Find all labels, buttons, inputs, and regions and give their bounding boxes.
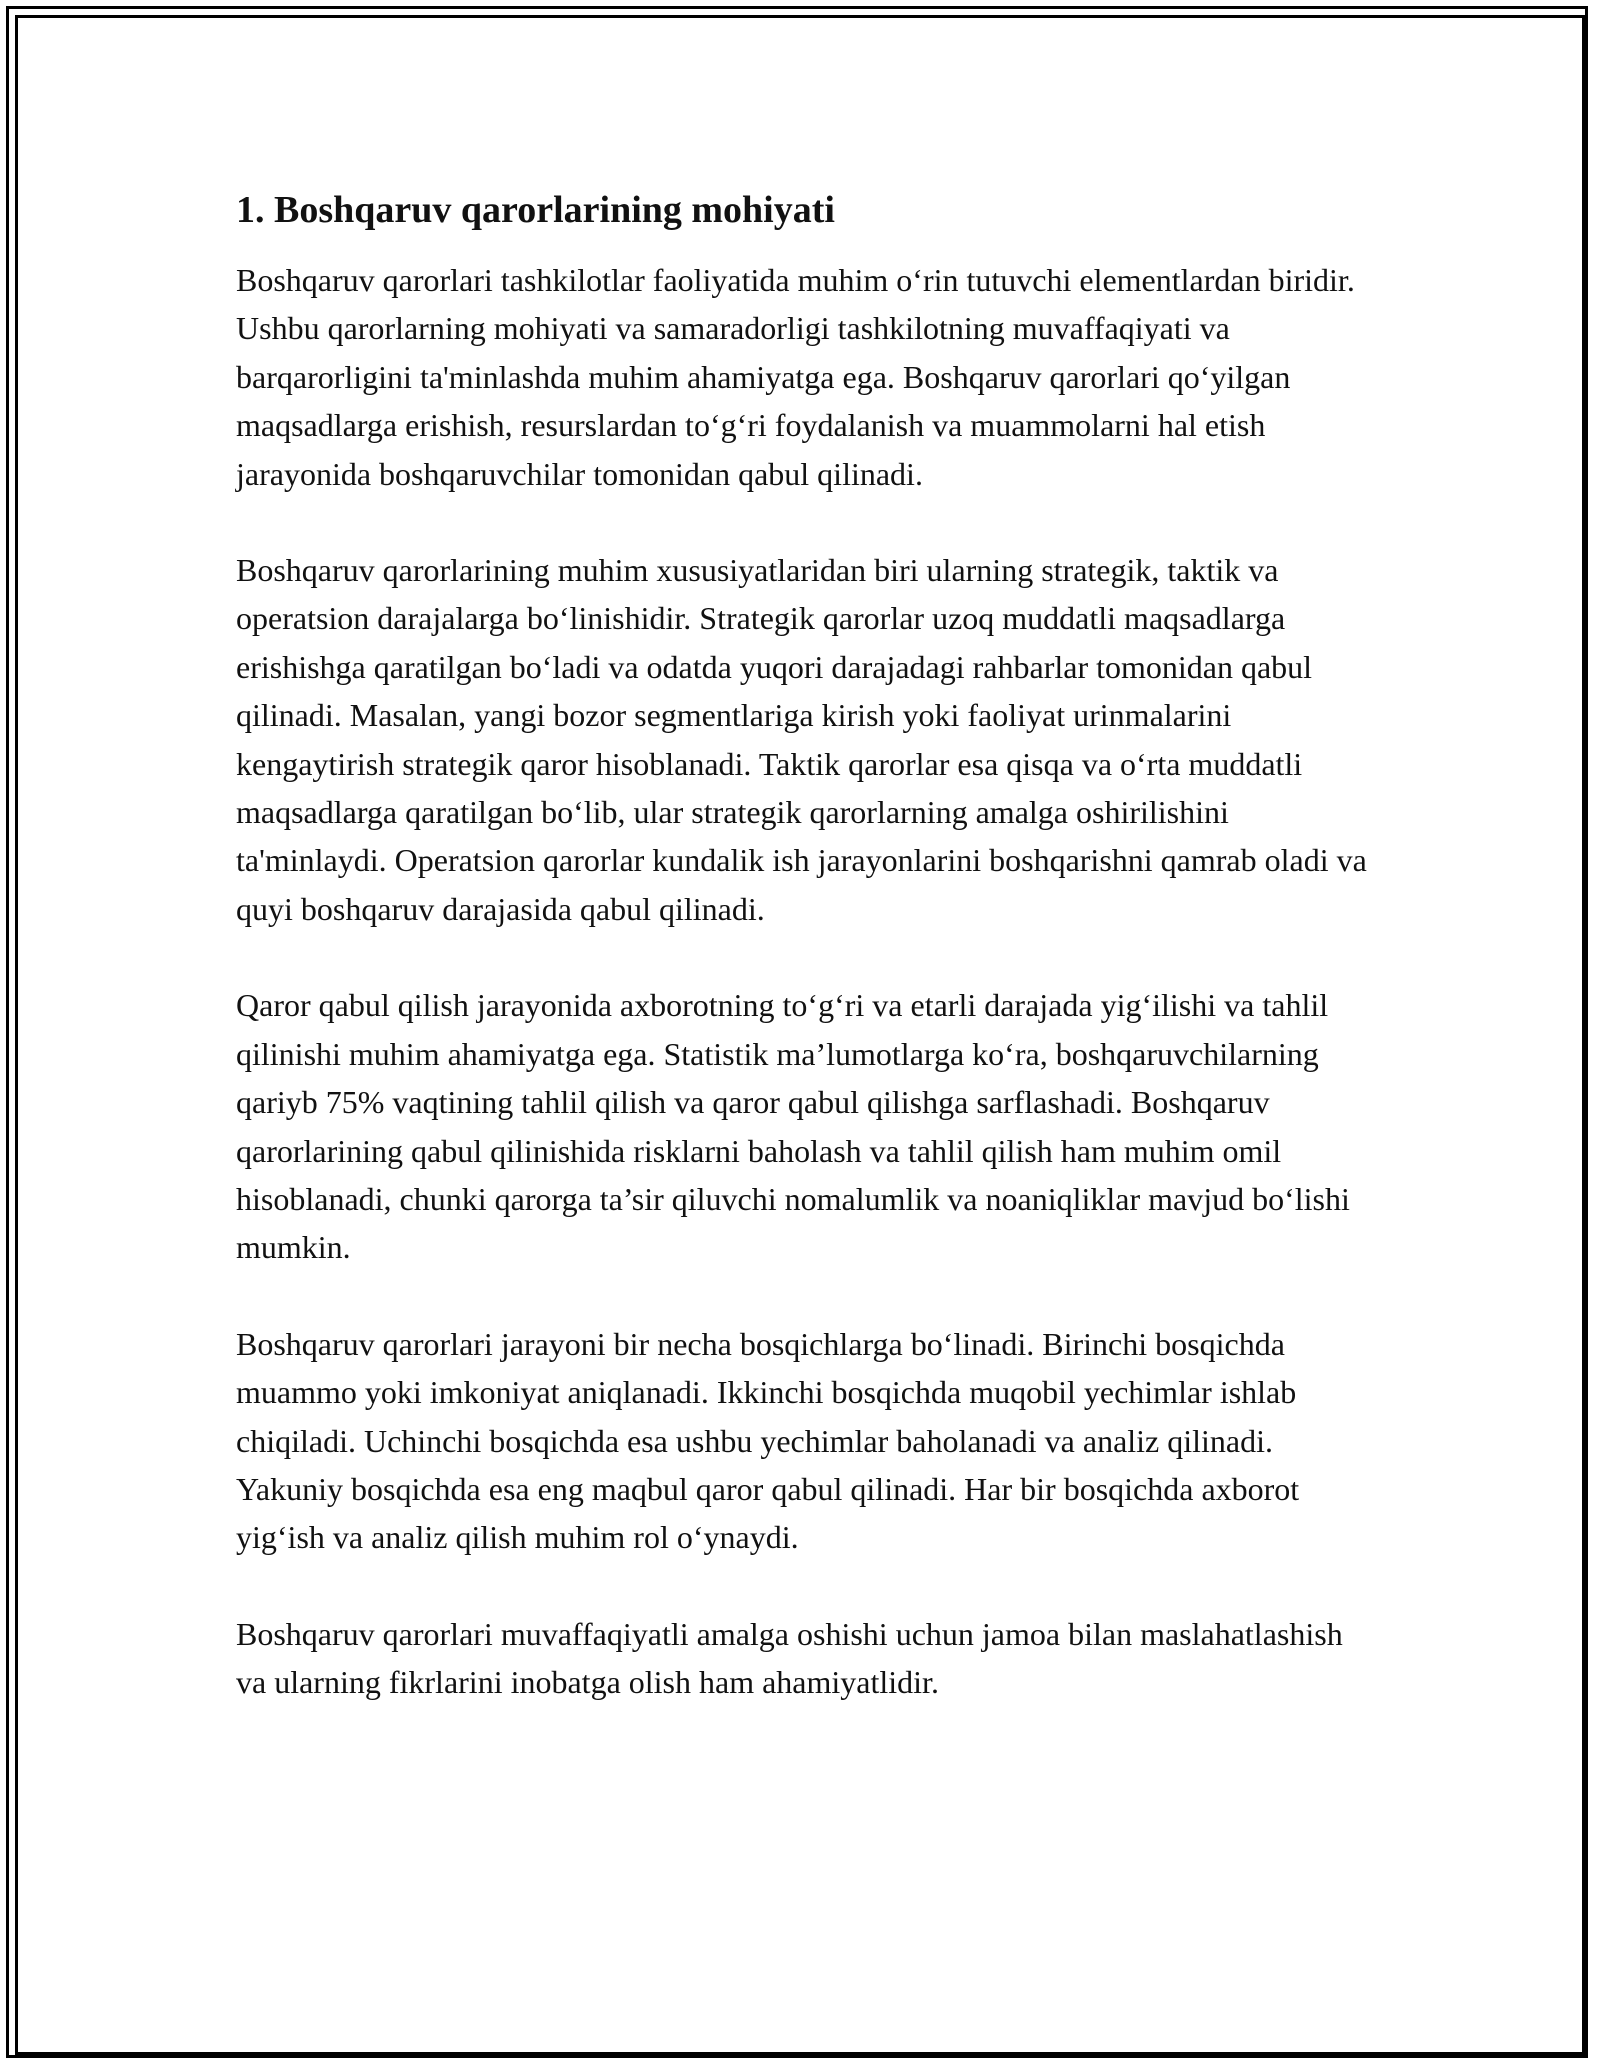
document-body — [236, 186, 1372, 1707]
paragraph-1: Boshqaruv qarorlari tashkilotlar faoliyatida muhim o‘rin tutuvchi elementlardan biridir. Ushbu qarorlarning mohiyati va samaradorligi tashkilotning muvaffaqiyati va barqarorligini ta'minlashda muhim ahamiyatga ega. Boshqaruv qarorlari qo‘yilgan maqsadlarga erishish, resurslardan to‘g‘ri foydalanish va muammolarni hal etish jarayonida boshqaruvchilar tomonidan qabul qilinadi. — [236, 262, 1355, 492]
paragraph-2: Boshqaruv qarorlarining muhim xususiyatlaridan biri ularning strategik, taktik va operatsion darajalarga bo‘linishidir. Strategik qarorlar uzoq muddatli maqsadlarga erishishga qaratilgan bo‘ladi va odatda yuqori darajadagi rahbarlar tomonidan qabul qilinadi. Masalan, yangi bozor segmentlariga kirish yoki faoliyat urinmalarini kengaytirish strategik qaror hisoblanadi. Taktik qarorlar esa qisqa va o‘rta muddatli maqsadlarga qaratilgan bo‘lib, ular strategik qarorlarning amalga oshirilishini ta'minlaydi. Operatsion qarorlar kundalik ish jarayonlarini boshqarishni qamrab oladi va quyi boshqaruv darajasida qabul qilinadi. — [236, 552, 1367, 927]
paragraph-4: Boshqaruv qarorlari jarayoni bir necha bosqichlarga bo‘linadi. Birinchi bosqichda muammo yoki imkoniyat aniqlanadi. Ikkinchi bosqichda muqobil yechimlar ishlab chiqiladi. Uchinchi bosqichda esa ushbu yechimlar baholanadi va analiz qilinadi. Yakuniy bosqichda esa eng maqbul qaror qabul qilinadi. Har bir bosqichda axborot yig‘ish va analiz qilish muhim rol o‘ynaydi. — [236, 1325, 1300, 1556]
section-heading: 1. Boshqaruv qarorlarining mohiyati — [236, 189, 835, 231]
paragraph-3: Qaror qabul qilish jarayonida axborotning to‘g‘ri va etarli darajada yig‘ilishi va tahlil qilinishi muhim ahamiyatga ega. Statistik ma’lumotlarga ko‘ra, boshqaruvchilarning qariyb 75% vaqtining tahlil qilish va qaror qabul qilishga sarflashadi. Boshqaruv qarorlarining qabul qilinishida risklarni baholash va tahlil qilish ham muhim omil hisoblanadi, chunki qarorga ta’sir qiluvchi nomalumlik va noaniqliklar mavjud bo‘lishi mumkin. — [236, 987, 1350, 1266]
paragraph-5: Boshqaruv qarorlari muvaffaqiyatli amalga oshishi uchun jamoa bilan maslahatlashish va ularning fikrlarini inobatga olish ham ahamiyatlidir. — [236, 1615, 1343, 1701]
